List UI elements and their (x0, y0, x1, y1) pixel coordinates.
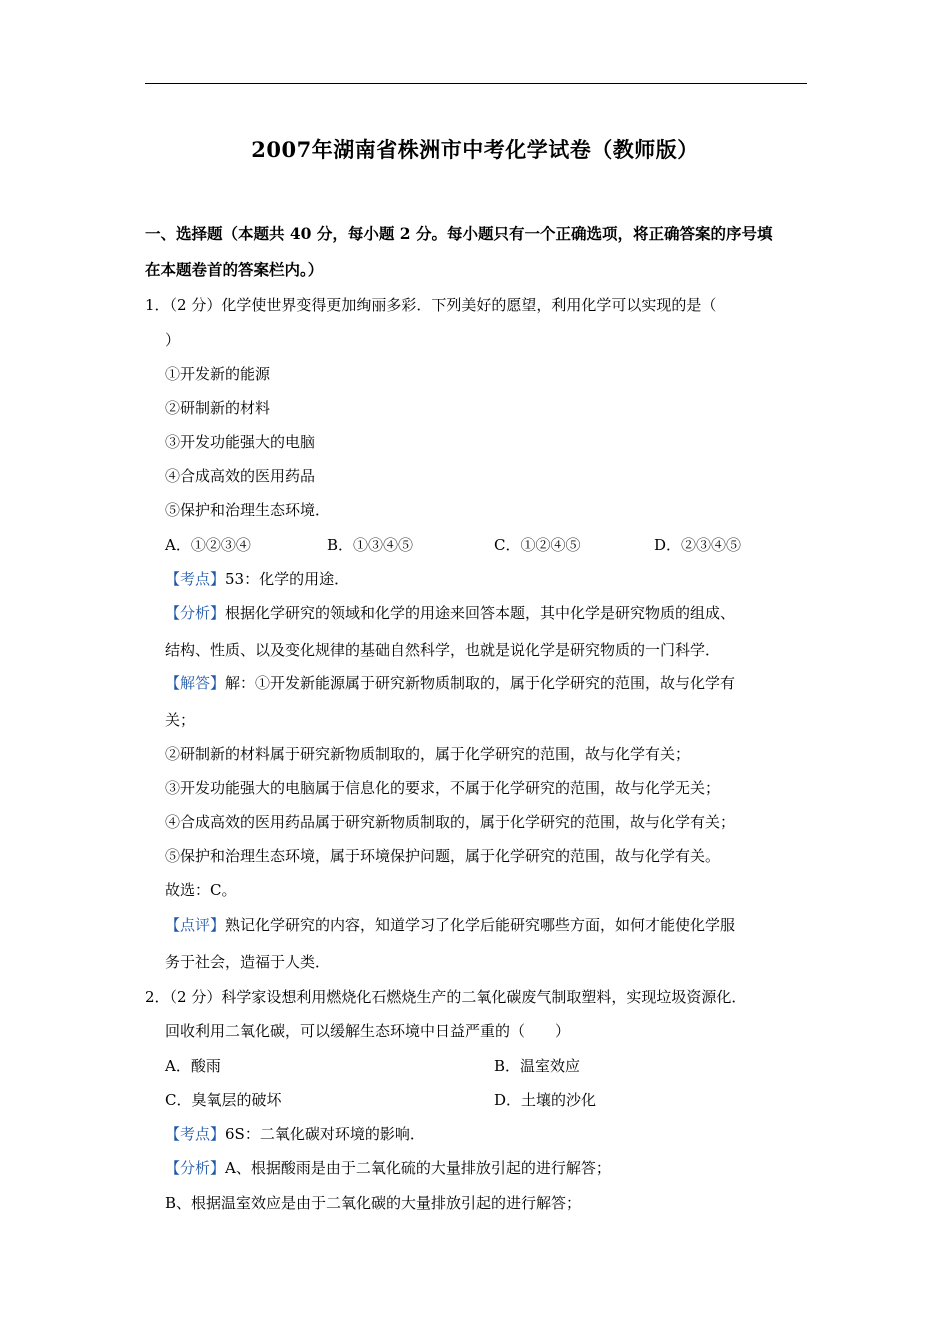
q2-fenxi-line2: B、根据温室效应是由于二氧化碳的大量排放引起的进行解答； (165, 1194, 582, 1212)
q2-option-d: D．土壤的沙化 (494, 1091, 597, 1109)
q1-jieda-line: ②研制新的材料属于研究新物质制取的，属于化学研究的范围，故与化学有关； (165, 745, 691, 763)
q1-option-c: C．①②④⑤ (494, 536, 581, 554)
jieda-text: 解：①开发新能源属于研究新物质制取的，属于化学研究的范围，故与化学有 (225, 674, 736, 692)
q1-answer: 故选：C。 (165, 881, 237, 899)
q1-option-b: B．①③④⑤ (327, 536, 414, 554)
q2-kaodian (165, 1124, 425, 1144)
fenxi-tag: 【分析】 (165, 604, 226, 622)
kaodian-tag: 【考点】 (165, 570, 226, 588)
q1-jieda-line: 关； (165, 711, 196, 729)
kaodian-text: 53：化学的用途． (225, 570, 350, 588)
q2-stem-line2: 回收利用二氧化碳，可以缓解生态环境中日益严重的（ ） (165, 1022, 571, 1040)
fenxi-tag: 【分析】 (165, 1159, 226, 1177)
q2-option-b: B．温室效应 (494, 1057, 581, 1075)
q1-option-d: D．②③④⑤ (654, 536, 742, 554)
dianping-tag: 【点评】 (165, 916, 226, 934)
q1-stem-line2: ） (165, 331, 181, 349)
q1-jieda-line: ⑤保护和治理生态环境，属于环境保护问题，属于化学研究的范围，故与化学有关。 (165, 847, 721, 865)
kaodian-tag: 【考点】 (165, 1125, 226, 1143)
q1-fenxi (165, 603, 735, 623)
q1-item: ②研制新的材料 (165, 399, 271, 417)
q1-jieda-line: ③开发功能强大的电脑属于信息化的要求，不属于化学研究的范围，故与化学无关； (165, 779, 721, 797)
q1-item: ④合成高效的医用药品 (165, 467, 316, 485)
kaodian-text: 6S：二氧化碳对环境的影响． (225, 1125, 425, 1143)
section-heading-line1: 一、选择题（本题共 40 分，每小题 2 分。每小题只有一个正确选项，将正确答案的序号填 (145, 224, 773, 243)
q1-dianping (165, 915, 735, 935)
q2-stem-line1: 2．（2 分）科学家设想利用燃烧化石燃烧生产的二氧化碳废气制取塑料，实现垃圾资源化． (145, 988, 747, 1006)
q1-dianping-line2: 务于社会，造福于人类． (165, 953, 331, 971)
fenxi-text: 根据化学研究的领域和化学的用途来回答本题，其中化学是研究物质的组成、 (225, 604, 736, 622)
document-title: 2007年湖南省株洲市中考化学试卷（教师版） (251, 137, 699, 162)
q2-fenxi (165, 1158, 611, 1178)
q2-option-c: C．臭氧层的破坏 (165, 1091, 282, 1109)
q1-item: ⑤保护和治理生态环境． (165, 501, 331, 519)
jieda-tag: 【解答】 (165, 674, 226, 692)
q1-kaodian (165, 569, 349, 589)
q1-item: ①开发新的能源 (165, 365, 271, 383)
q1-jieda-line: ④合成高效的医用药品属于研究新物质制取的，属于化学研究的范围，故与化学有关； (165, 813, 736, 831)
q1-stem-line1: 1．（2 分）化学使世界变得更加绚丽多彩．下列美好的愿望，利用化学可以实现的是（ (145, 296, 717, 314)
fenxi-text: A、根据酸雨是由于二氧化硫的大量排放引起的进行解答； (225, 1159, 611, 1177)
q1-option-a: A．①②③④ (165, 536, 251, 554)
q1-item: ③开发功能强大的电脑 (165, 433, 316, 451)
header-rule (145, 83, 807, 84)
section-heading-line2: 在本题卷首的答案栏内。） (145, 260, 324, 279)
q2-option-a: A．酸雨 (165, 1057, 221, 1075)
q1-jieda (165, 673, 735, 693)
q1-fenxi-line2: 结构、性质、以及变化规律的基础自然科学，也就是说化学是研究物质的一门科学． (165, 641, 721, 659)
dianping-text: 熟记化学研究的内容，知道学习了化学后能研究哪些方面，如何才能使化学服 (225, 916, 736, 934)
